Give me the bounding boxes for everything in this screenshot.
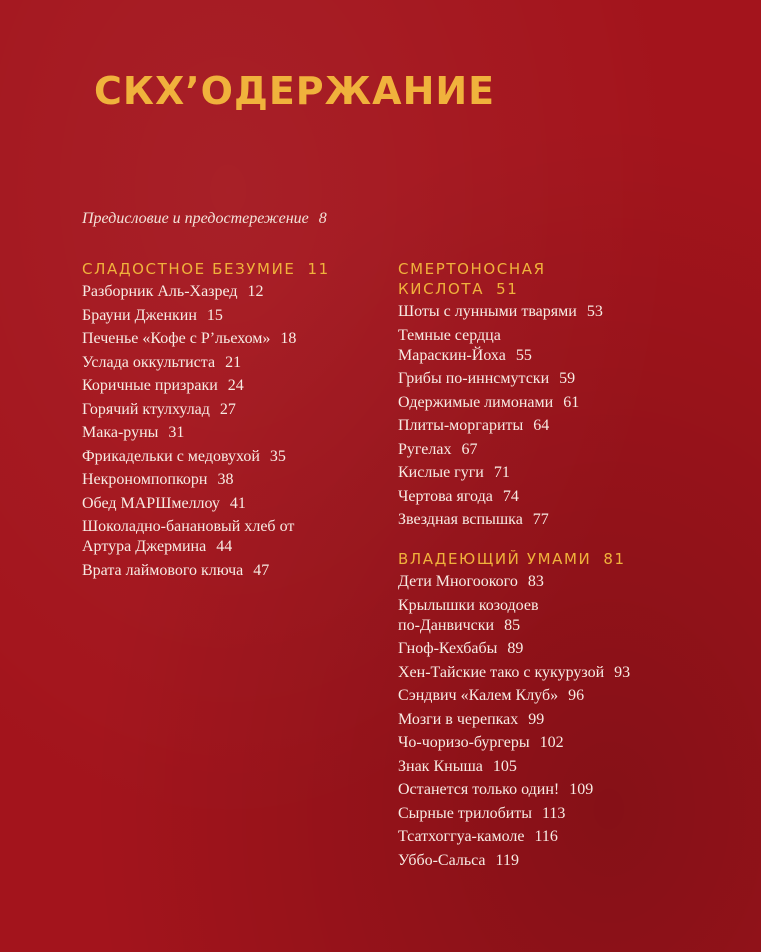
toc-entry-page-number: 93	[614, 663, 631, 681]
section-page-number: 81	[603, 550, 626, 568]
toc-entry-page-number: 18	[280, 330, 297, 347]
toc-entry-page-number: 38	[217, 471, 234, 488]
toc-entry[interactable]	[398, 804, 698, 824]
section-heading-label: СМЕРТОНОСНАЯ КИСЛОТА	[398, 260, 546, 298]
toc-entry-label: Шоты с лунными тварями	[398, 303, 577, 320]
toc-entry-page-number: 12	[247, 283, 264, 300]
section-heading-label: СЛАДОСТНОЕ БЕЗУМИЕ	[82, 260, 296, 278]
toc-entry-label: Горячий ктулхулад	[82, 400, 210, 418]
toc-entry-label: Знак Кныша	[398, 757, 483, 775]
toc-entry-page-number: 102	[539, 734, 564, 751]
toc-entry-label: Уббо-Сальса	[398, 851, 486, 869]
toc-entry-page-number: 85	[504, 616, 521, 634]
toc-entry-label: Останется только один!	[398, 781, 560, 798]
toc-section	[398, 259, 698, 530]
toc-entry-page-number: 67	[461, 440, 478, 458]
toc-entry-page-number: 109	[569, 781, 594, 798]
toc-entry[interactable]	[82, 561, 382, 581]
toc-entry-label: Фрикадельки с медовухой	[82, 447, 260, 465]
toc-entry-label: Шоколадно-банановый хлеб от Артура Джермина	[82, 518, 295, 555]
toc-section	[398, 549, 698, 871]
toc-entry-page-number: 74	[502, 487, 519, 505]
preface-entry[interactable]	[82, 210, 327, 228]
toc-entry[interactable]	[82, 329, 382, 349]
toc-entry-page-number: 64	[533, 417, 550, 434]
toc-entry-label: Сырные трилобиты	[398, 804, 533, 822]
toc-entry-page-number: 47	[253, 561, 270, 579]
toc-entry-page-number: 71	[493, 464, 510, 481]
toc-entry[interactable]	[398, 851, 698, 871]
toc-entry-label: Брауни Дженкин	[82, 306, 197, 324]
toc-entry-page-number: 24	[227, 377, 244, 394]
toc-entry[interactable]	[398, 326, 698, 366]
toc-entry[interactable]	[398, 710, 698, 730]
toc-list	[398, 572, 698, 871]
toc-entry-label: Мозги в черепках	[398, 710, 519, 728]
toc-entry-label: Кислые гуги	[398, 464, 484, 481]
preface-label: Предисловие и предостережение	[82, 210, 309, 227]
toc-entry[interactable]	[398, 393, 698, 413]
toc-entry[interactable]	[82, 353, 382, 373]
toc-list	[82, 282, 382, 581]
toc-entry[interactable]	[82, 306, 382, 326]
toc-entry-page-number: 77	[532, 511, 549, 528]
toc-entry-label: Услада оккультиста	[82, 353, 216, 371]
toc-entry-label: Мака-руны	[82, 424, 159, 441]
toc-entry[interactable]	[398, 463, 698, 483]
toc-entry-page-number: 35	[269, 447, 286, 465]
toc-entry[interactable]	[398, 757, 698, 777]
toc-entry-label: Некрономпопкорн	[82, 471, 208, 488]
toc-entry-page-number: 15	[206, 306, 223, 324]
toc-entry[interactable]	[398, 440, 698, 460]
toc-entry[interactable]	[82, 470, 382, 490]
toc-entry[interactable]	[398, 639, 698, 659]
toc-entry-label: Чертова ягода	[398, 487, 493, 505]
toc-entry[interactable]	[398, 487, 698, 507]
toc-entry[interactable]	[82, 423, 382, 443]
toc-entry-page-number: 53	[586, 303, 603, 320]
section-heading[interactable]	[82, 259, 382, 279]
toc-entry-label: Коричные призраки	[82, 377, 218, 394]
toc-entry-page-number: 21	[225, 353, 242, 371]
section-heading-label: ВЛАДЕЮЩИЙ УМАМИ	[398, 550, 592, 568]
toc-entry-page-number: 55	[515, 346, 532, 364]
toc-entry[interactable]	[82, 376, 382, 396]
toc-entry-page-number: 27	[219, 400, 236, 418]
toc-entry-label: Чо-чоризо-бургеры	[398, 734, 530, 751]
toc-list	[398, 302, 698, 530]
toc-entry-label: Разборник Аль-Хазред	[82, 283, 238, 300]
toc-entry-page-number: 61	[563, 393, 580, 411]
toc-entry-page-number: 113	[542, 804, 566, 822]
toc-entry-label: Обед МАРШмеллоу	[82, 494, 220, 512]
toc-entry-page-number: 41	[229, 494, 246, 512]
toc-entry-page-number: 59	[559, 370, 576, 387]
toc-entry[interactable]	[398, 369, 698, 389]
toc-entry[interactable]	[82, 517, 382, 557]
toc-entry[interactable]	[398, 733, 698, 753]
toc-entry-page-number: 83	[527, 573, 544, 590]
section-heading[interactable]	[398, 549, 698, 569]
section-page-number: 51	[496, 280, 519, 298]
toc-entry[interactable]	[398, 572, 698, 592]
toc-entry[interactable]	[398, 510, 698, 530]
toc-entry[interactable]	[398, 780, 698, 800]
preface-page-number: 8	[318, 210, 327, 227]
toc-entry-label: Грибы по-иннсмутски	[398, 370, 550, 387]
toc-entry-label: Печенье «Кофе с Р’льехом»	[82, 330, 271, 347]
toc-entry-label: Тсатхоггуа-камоле	[398, 828, 525, 845]
toc-entry[interactable]	[398, 416, 698, 436]
page-title: СКХ’ОДЕРЖАНИЕ	[94, 69, 496, 113]
toc-entry[interactable]	[82, 494, 382, 514]
toc-entry-label: Гноф-Кехбабы	[398, 640, 498, 657]
toc-entry-page-number: 44	[216, 538, 233, 555]
toc-entry-label: Плиты-моргариты	[398, 417, 524, 434]
toc-entry[interactable]	[82, 400, 382, 420]
toc-entry-label: Звездная вспышка	[398, 511, 523, 528]
toc-entry[interactable]	[398, 663, 698, 683]
toc-entry-page-number: 96	[568, 687, 585, 704]
toc-entry[interactable]	[398, 596, 698, 636]
toc-entry[interactable]	[82, 282, 382, 302]
toc-entry-page-number: 105	[492, 757, 517, 775]
toc-entry-page-number: 89	[507, 640, 524, 657]
contents-right-column	[398, 259, 698, 874]
toc-entry[interactable]	[398, 302, 698, 322]
toc-entry-label: Одержимые лимонами	[398, 393, 554, 411]
toc-entry-page-number: 116	[534, 828, 558, 845]
toc-entry-page-number: 99	[528, 710, 545, 728]
toc-section	[82, 259, 382, 581]
toc-entry[interactable]	[82, 447, 382, 467]
toc-entry-label: Темные сердца Мараскин-Йоха	[398, 326, 506, 364]
toc-entry[interactable]	[398, 827, 698, 847]
toc-entry-label: Крылышки козодоев по-Данвичски	[398, 596, 539, 634]
contents-left-column	[82, 259, 382, 584]
toc-entry-label: Врата лаймового ключа	[82, 561, 244, 579]
toc-entry[interactable]	[398, 686, 698, 706]
toc-entry-page-number: 31	[168, 424, 185, 441]
section-heading[interactable]	[398, 259, 698, 299]
toc-entry-page-number: 119	[495, 851, 519, 869]
toc-entry-label: Сэндвич «Калем Клуб»	[398, 687, 559, 704]
section-page-number: 11	[307, 260, 330, 278]
toc-entry-label: Ругелах	[398, 440, 452, 458]
toc-entry-label: Хен-Тайские тако с кукурузой	[398, 663, 605, 681]
toc-entry-label: Дети Многоокого	[398, 573, 518, 590]
